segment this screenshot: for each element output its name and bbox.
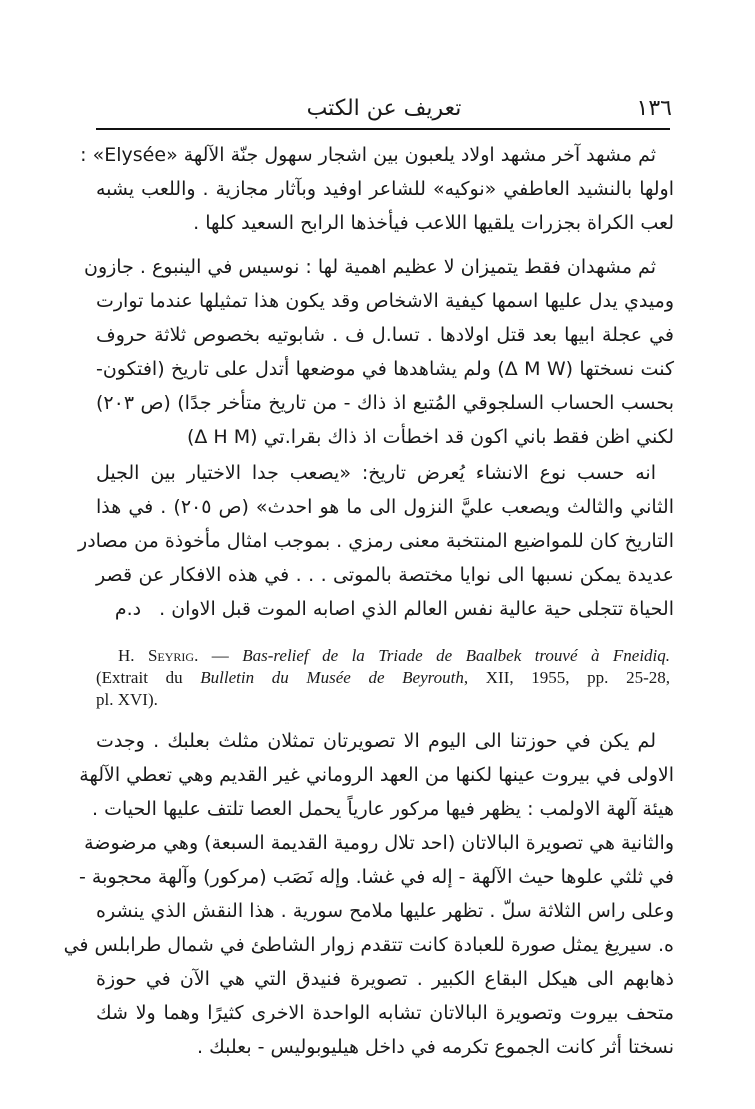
reference-line: [96, 667, 670, 689]
text-line: كنت نسختها (Δ M W) ولم يشاهدها في موضعها أتدل على تاريخ (افتكون-: [96, 358, 674, 380]
text-line: وعلى راس الثلاثة سلّ . تظهر عليها ملامح سورية . هذا النقش الذي ينشره: [96, 900, 674, 922]
text-line: ثم مشهد آخر مشهد اولاد يلعبون بين اشجار سهول جنّة الآلهة «Elysée» :: [80, 144, 656, 166]
paragraph-elysee: [80, 138, 674, 240]
text-line: هيئة آلهة الاولمب : يظهر فيها مركور عارياً يحمل العصا تلتف عليها الحيات .: [92, 798, 674, 820]
text-line: ه. سيريغ يمثل صورة للعبادة كانت تتقدم زوار الشاطئ في شمال طرابلس في: [63, 934, 674, 956]
text-line: اولها بالنشيد العاطفي «نوكيه» للشاعر اوفيد وبآثار مجازية . واللعب يشبه: [96, 178, 674, 200]
paragraph-baalbek-triad: [63, 724, 674, 1064]
reference-dash: —: [211, 646, 229, 665]
reference-line: [96, 645, 670, 667]
text-line: والثانية هي تصويرة البالاتان (احد تلال رومية القديمة السبعة) وهي مرضوضة: [84, 832, 674, 854]
header-rule: [96, 128, 670, 130]
text-line: وميدي يدل عليها اسمها كيفية الاشخاص وقد يكون هذا تمثيلها عندما توارت: [96, 290, 674, 312]
text-line: ذهابهم الى هيكل البقاع الكبير . تصويرة فنيدق التي هي الآن في حوزة: [96, 968, 674, 990]
text-line: الثاني والثالث ويصعب عليَّ النزول الى ما هو احدث» (ص ٢٠٥) . في هذا: [96, 496, 674, 518]
text-line: متحف بيروت وتصويرة البالاتان تشابه الواحدة الاخرى كثيرًا وهما ولا شك: [96, 1002, 674, 1024]
text-line: الاولى في بيروت عينها لكنها من العهد الروماني غير القديم وهي تعطي الآلهة: [79, 764, 674, 786]
running-title: تعريف عن الكتب: [306, 96, 462, 121]
page-number: ١٣٦: [636, 96, 672, 121]
reference-title: Bas-relief de la Triade de Baalbek trouvé à Fneidiq.: [242, 646, 671, 665]
text-line: في عجلة ابيها بعد قتل اولادها . تسا.ل ف . شابوتيه بخصوص ثلاثة حروف: [96, 324, 674, 346]
reference-author: H. Seyrig.: [118, 646, 199, 665]
reference-extrait-suffix: , XII, 1955, pp. 25-28,: [463, 668, 671, 687]
reference-extrait-prefix: (Extrait du: [96, 668, 183, 687]
reference-plate: pl. XVI).: [96, 690, 158, 709]
paragraph-dating: [78, 456, 674, 626]
text-line: لم يكن في حوزتنا الى اليوم الا تصويرتان تمثلان مثلث بعلبك . وجدت: [96, 730, 656, 752]
text-line: انه حسب نوع الانشاء يُعرض تاريخ: «يصعب جدا الاختيار بين الجيل: [96, 462, 656, 484]
text-line: [96, 592, 674, 626]
reference-journal: Bulletin du Musée de Beyrouth: [200, 668, 464, 687]
text-line: ثم مشهدان فقط يتميزان لا عظيم اهمية لها : نوسيس في الينبوع . جازون: [84, 256, 656, 278]
text-line: بحسب الحساب السلجوقي المُتبع اذ ذاك - من تاريخ متأخر جدًا) (ص ٢٠٣): [96, 392, 674, 414]
line-text: الحياة تتجلى حية عالية نفس العالم الذي اصابه الموت قبل الاوان .: [159, 598, 674, 620]
text-line: التاريخ كان للمواضيع المنتخبة معنى رمزي . بموجب امثال مأخوذة من مصادر: [78, 530, 674, 552]
text-line: عديدة يمكن نسبها الى نوايا مختصة بالموتى . . . في هذه الافكار عن قصر: [96, 564, 674, 586]
page-header: [96, 92, 672, 132]
text-line: لعب الكراة بجزرات يلقيها اللاعب فيأخذها الرابح السعيد كلها .: [193, 212, 674, 234]
paragraph-narcissus: [84, 250, 674, 454]
signature-initials: د.م: [114, 598, 142, 620]
text-line: نسختا أثر كانت الجموع تكرمه في داخل هيليوبوليس - بعلبك .: [197, 1036, 674, 1058]
bibliographic-reference: [96, 645, 670, 711]
text-line: في ثلثي علوها حيث الآلهة - إله في غشا. وإله نَصَب (مركور) وآلهة محجوبة -: [78, 866, 674, 888]
text-line: لكني اظن فقط باني اكون قد اخطأت اذ ذاك بقرا.تي (Δ H M): [186, 426, 674, 448]
